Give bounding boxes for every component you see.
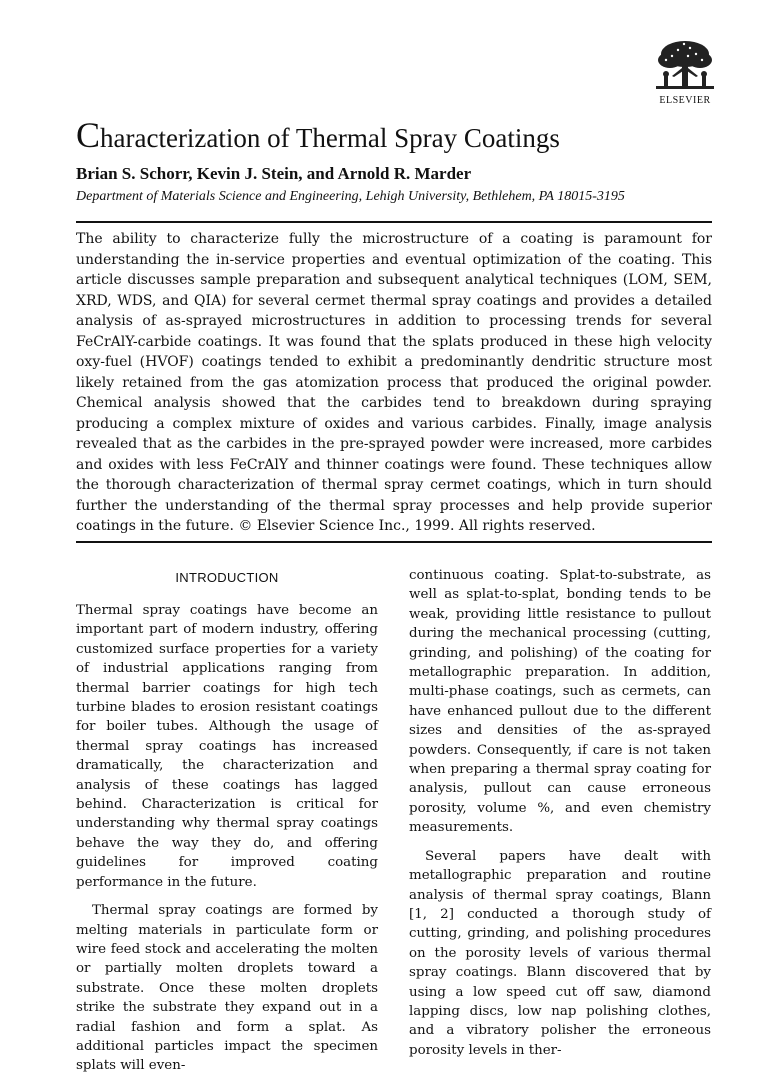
elsevier-logo bbox=[652, 38, 718, 108]
affiliation: Department of Materials Science and Engineering, Lehigh University, Bethlehem, PA 18015-3195 bbox=[76, 189, 625, 204]
top-rule bbox=[76, 221, 712, 223]
paragraph: Thermal spray coatings are formed by melting materials in particulate form or wire feed stock and accelerating the molten or partially molten droplets toward a substrate. Once these molten droplets strike the substrate they expand out in a radial fashion and form a splat. As additional particles impact the specimen splats will even- bbox=[76, 903, 378, 1074]
title-rest: haracterization of Thermal Spray Coatings bbox=[100, 123, 560, 153]
title-initial: C bbox=[76, 115, 101, 155]
author-list: Brian S. Schorr, Kevin J. Stein, and Arnold R. Marder bbox=[76, 164, 472, 183]
right-column bbox=[409, 566, 711, 1069]
publisher-name: ELSEVIER bbox=[659, 95, 711, 106]
elsevier-tree-icon bbox=[652, 38, 718, 94]
article-title bbox=[76, 115, 736, 155]
section-heading: INTRODUCTION bbox=[175, 570, 279, 585]
paragraph: continuous coating. Splat-to-substrate, as well as splat-to-splat, bonding tends to be weak, providing little resistance to pullout during the mechanical processing (cutting, grinding, and polishing) of the coating for metallographic preparation. In addition, multi-phase coatings, such as cermets, can have enhanced pullout due to the different sizes and densities of the as-sprayed powders. Consequently, if care is not taken when preparing a thermal spray coating for analysis, pullout can cause erroneous porosity, volume %, and even chemistry measurements. bbox=[409, 568, 711, 836]
bottom-rule bbox=[76, 541, 712, 543]
paragraph: Thermal spray coatings have become an important part of modern industry, offering customized surface properties for a variety of industrial applications ranging from thermal barrier coatings for high tech turbine blades to erosion resistant coatings for boiler tubes. Although the usage of thermal spray coatings has increased dramatically, the characterization and analysis of these coatings has lagged behind. Characterization is critical for understanding why thermal spray coatings behave the way they do, and offering guidelines for improved coating performance in the future. bbox=[76, 603, 378, 890]
paragraph: Several papers have dealt with metallographic preparation and routine analysis of thermal spray coatings, Blann [1, 2] conducted a thorough study of cutting, grinding, and polishing procedures on the porosity levels of various thermal spray coatings. Blann discovered that by using a low speed cut off saw, diamond lapping discs, low nap polishing clothes, and a vibratory polisher the erroneous porosity levels in ther- bbox=[409, 848, 711, 1058]
left-column bbox=[76, 566, 378, 1085]
abstract: The ability to characterize fully the microstructure of a coating is paramount for understanding the in-service properties and eventual optimization of the coating. This article discusses sample preparation and subsequent analytical techniques (LOM, SEM, XRD, WDS, and QIA) for several cermet thermal spray coatings and provides a detailed analysis of as-sprayed microstructures in addition to processing trends for several FeCrAlY-carbide coatings. It was found that the splats produced in these high velocity oxy-fuel (HVOF) coatings tended to exhibit a predominantly dendritic structure most likely retained from the gas atomization process that produced the original powder. Chemical analysis showed that the carbides tend to breakdown during spraying producing a complex mixture of oxides and various carbides. Finally, image analysis revealed that as the carbides in the pre-sprayed powder were increased, more carbides and oxides with less FeCrAlY and thinner coatings were found. These techniques allow the thorough characterization of thermal spray cermet coatings, which in turn should further the understanding of the thermal spray processes and help provide superior coatings in the future. © Elsevier Science Inc., 1999. All rights reserved. bbox=[76, 231, 712, 534]
